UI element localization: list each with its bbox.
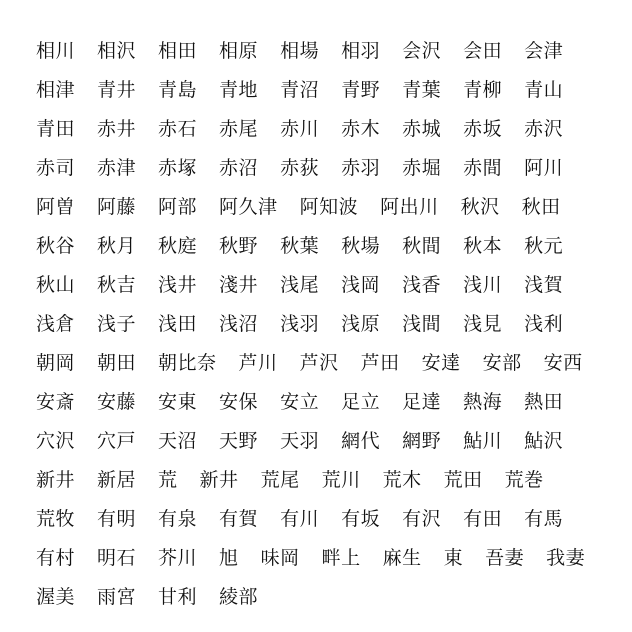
surname-entry: 畔上 (321, 547, 361, 569)
surname-entry: 有田 (463, 508, 503, 530)
surname-entry: 青柳 (463, 79, 503, 101)
surname-entry: 赤石 (158, 118, 198, 140)
surname-entry: 淺井 (219, 274, 259, 296)
surname-entry: 赤沼 (219, 157, 259, 179)
surname-entry: 秋田 (521, 196, 561, 218)
name-line (36, 108, 616, 147)
surname-entry: 天羽 (280, 430, 320, 452)
surname-entry: 足立 (341, 391, 381, 413)
surname-entry: 青沼 (280, 79, 320, 101)
surname-entry: 網野 (402, 430, 442, 452)
name-line (36, 498, 616, 537)
surname-entry: 渥美 (36, 586, 76, 608)
name-line (36, 69, 616, 108)
surname-entry: 秋場 (341, 235, 381, 257)
surname-entry: 荒田 (443, 469, 483, 491)
surname-entry: 会沢 (402, 40, 442, 62)
surname-entry: 赤荻 (280, 157, 320, 179)
surname-entry: 赤城 (402, 118, 442, 140)
surname-entry: 安達 (421, 352, 461, 374)
surname-entry: 有坂 (341, 508, 381, 530)
surname-entry: 天沼 (158, 430, 198, 452)
surname-entry: 青野 (341, 79, 381, 101)
surname-entry: 阿部 (158, 196, 198, 218)
surname-entry: 有泉 (158, 508, 198, 530)
surname-entry: 赤沢 (524, 118, 564, 140)
surname-entry: 相羽 (341, 40, 381, 62)
surname-entry: 荒牧 (36, 508, 76, 530)
surname-entry: 芦沢 (299, 352, 339, 374)
surname-entry: 安立 (280, 391, 320, 413)
surname-entry: 芦川 (238, 352, 278, 374)
surname-entry: 足達 (402, 391, 442, 413)
surname-entry: 阿久津 (219, 196, 278, 218)
surname-entry: 浅倉 (36, 313, 76, 335)
surname-entry: 熱海 (463, 391, 503, 413)
surname-entry: 赤井 (97, 118, 137, 140)
surname-entry: 新井 (36, 469, 76, 491)
surname-entry: 有馬 (524, 508, 564, 530)
surname-entry: 安斎 (36, 391, 76, 413)
surname-entry: 我妻 (546, 547, 586, 569)
surname-entry: 新井 (199, 469, 239, 491)
surname-entry: 秋庭 (158, 235, 198, 257)
surname-entry: 荒木 (382, 469, 422, 491)
surname-entry: 赤尾 (219, 118, 259, 140)
surname-entry: 朝岡 (36, 352, 76, 374)
surname-entry: 味岡 (260, 547, 300, 569)
surname-entry: 秋本 (463, 235, 503, 257)
surname-entry: 相田 (158, 40, 198, 62)
surname-entry: 青山 (524, 79, 564, 101)
surname-entry: 浅利 (524, 313, 564, 335)
surname-entry: 赤間 (463, 157, 503, 179)
name-line (36, 420, 616, 459)
surname-entry: 阿藤 (97, 196, 137, 218)
surname-entry: 会田 (463, 40, 503, 62)
surname-entry: 新居 (97, 469, 137, 491)
surname-entry: 安西 (543, 352, 583, 374)
surname-entry: 浅間 (402, 313, 442, 335)
surname-entry: 秋谷 (36, 235, 76, 257)
surname-entry: 有川 (280, 508, 320, 530)
surname-entry: 相沢 (97, 40, 137, 62)
surname-entry: 浅子 (97, 313, 137, 335)
surname-entry: 阿川 (524, 157, 564, 179)
surname-entry: 浅井 (158, 274, 198, 296)
surname-entry: 青島 (158, 79, 198, 101)
surname-entry: 赤塚 (158, 157, 198, 179)
surname-entry: 秋野 (219, 235, 259, 257)
surname-entry: 相津 (36, 79, 76, 101)
surname-entry: 相場 (280, 40, 320, 62)
surname-entry: 赤木 (341, 118, 381, 140)
surname-entry: 旭 (219, 547, 239, 569)
surname-entry: 阿出川 (380, 196, 439, 218)
surname-entry: 有沢 (402, 508, 442, 530)
surname-entry: 安東 (158, 391, 198, 413)
name-line (36, 576, 616, 615)
surname-entry: 浅原 (341, 313, 381, 335)
surname-entry: 赤津 (97, 157, 137, 179)
name-line (36, 342, 616, 381)
surname-entry: 秋沢 (460, 196, 500, 218)
surname-entry: 浅川 (463, 274, 503, 296)
surname-entry: 青田 (36, 118, 76, 140)
name-line (36, 147, 616, 186)
surname-entry: 浅見 (463, 313, 503, 335)
surname-entry: 赤川 (280, 118, 320, 140)
surname-entry: 安保 (219, 391, 259, 413)
surname-entry: 有村 (36, 547, 76, 569)
surname-entry: 赤司 (36, 157, 76, 179)
surname-entry: 青井 (97, 79, 137, 101)
surname-entry: 穴戸 (97, 430, 137, 452)
name-list (36, 30, 616, 615)
surname-entry: 麻生 (382, 547, 422, 569)
surname-entry: 東 (443, 547, 464, 569)
surname-entry: 吾妻 (485, 547, 525, 569)
surname-entry: 荒 (158, 469, 178, 491)
surname-entry: 安部 (482, 352, 522, 374)
surname-entry: 浅岡 (341, 274, 381, 296)
surname-entry: 赤羽 (341, 157, 381, 179)
surname-entry: 熱田 (524, 391, 564, 413)
surname-entry: 浅賀 (524, 274, 564, 296)
surname-entry: 朝田 (97, 352, 137, 374)
surname-entry: 荒巻 (504, 469, 544, 491)
surname-entry: 天野 (219, 430, 259, 452)
surname-entry: 会津 (524, 40, 564, 62)
surname-entry: 穴沢 (36, 430, 76, 452)
surname-entry: 芦田 (360, 352, 400, 374)
surname-entry: 甘利 (158, 586, 198, 608)
name-line (36, 459, 616, 498)
surname-entry: 秋元 (524, 235, 564, 257)
surname-entry: 赤堀 (402, 157, 442, 179)
surname-entry: 秋吉 (97, 274, 137, 296)
name-line (36, 303, 616, 342)
surname-entry: 相原 (219, 40, 259, 62)
surname-entry: 秋山 (36, 274, 76, 296)
surname-entry: 朝比奈 (158, 352, 217, 374)
surname-entry: 阿知波 (299, 196, 359, 218)
name-line (36, 186, 616, 225)
surname-entry: 秋月 (97, 235, 137, 257)
surname-entry: 浅尾 (280, 274, 320, 296)
surname-entry: 芥川 (158, 547, 198, 569)
name-line (36, 537, 616, 576)
surname-entry: 青葉 (402, 79, 442, 101)
surname-entry: 明石 (97, 547, 137, 569)
surname-entry: 有明 (97, 508, 137, 530)
surname-entry: 浅羽 (280, 313, 320, 335)
surname-entry: 鮎沢 (524, 430, 564, 452)
surname-entry: 秋葉 (280, 235, 320, 257)
surname-entry: 荒川 (321, 469, 361, 491)
surname-entry: 綾部 (219, 586, 259, 608)
surname-entry: 浅沼 (219, 313, 259, 335)
surname-entry: 網代 (341, 430, 381, 452)
surname-entry: 秋間 (402, 235, 442, 257)
surname-entry: 荒尾 (260, 469, 300, 491)
surname-entry: 有賀 (219, 508, 259, 530)
surname-entry: 浅香 (402, 274, 442, 296)
surname-entry: 赤坂 (463, 118, 503, 140)
surname-entry: 浅田 (158, 313, 198, 335)
surname-entry: 雨宮 (97, 586, 137, 608)
name-line (36, 264, 616, 303)
name-line (36, 225, 616, 264)
surname-entry: 鮎川 (463, 430, 503, 452)
name-line (36, 381, 616, 420)
surname-entry: 阿曽 (36, 196, 76, 218)
surname-entry: 相川 (36, 40, 76, 62)
surname-entry: 青地 (219, 79, 259, 101)
name-line (36, 30, 616, 69)
surname-entry: 安藤 (97, 391, 137, 413)
